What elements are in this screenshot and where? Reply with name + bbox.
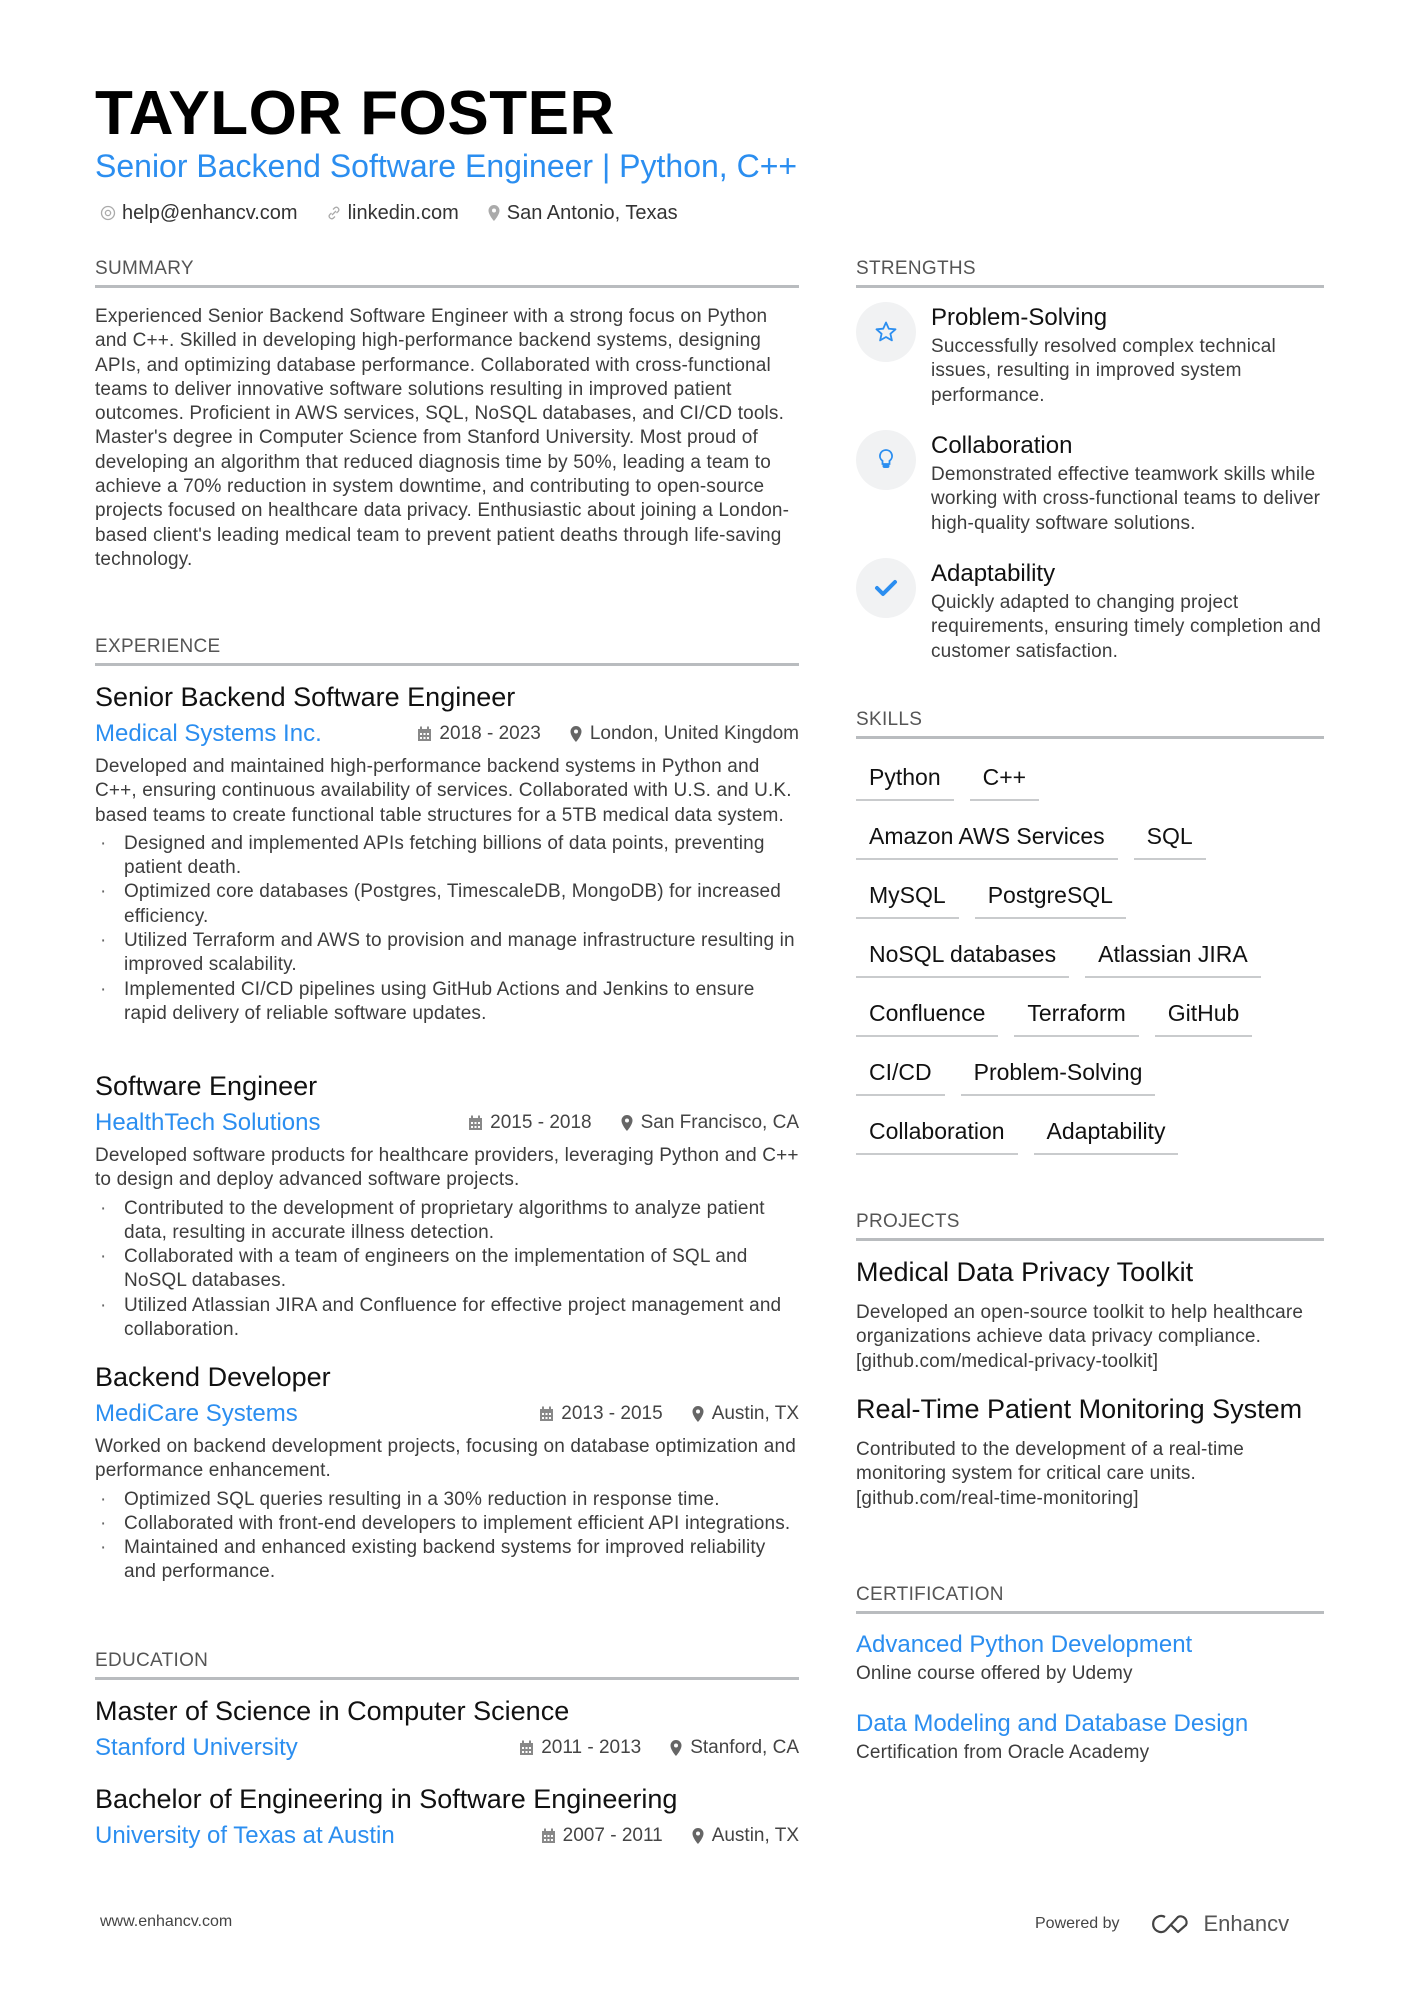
section-divider: [95, 285, 799, 288]
skill-tag: C++: [970, 759, 1039, 801]
section-divider: [95, 1677, 799, 1680]
job-entry: [95, 1068, 799, 1342]
degree-title: Master of Science in Computer Science: [95, 1696, 570, 1726]
education-entry: [95, 1693, 799, 1767]
powered-by-text: Powered by: [1035, 1915, 1120, 1932]
project-item: [856, 1393, 1324, 1511]
strength-icon-circle: [856, 430, 916, 490]
candidate-name: TAYLOR FOSTER: [95, 79, 615, 148]
section-heading: EDUCATION: [95, 1650, 209, 1671]
bullet-item: · Designed and implemented APIs fetching billions of data points, preventing patient death.: [95, 832, 799, 881]
summary-section: [95, 257, 799, 572]
calendar-icon: [519, 1740, 534, 1756]
checkmark-icon: [874, 578, 898, 598]
project-item: [856, 1256, 1324, 1374]
bullet-item: · Maintained and enhanced existing backend systems for improved reliability and performance.: [95, 1536, 799, 1585]
strength-text: Successfully resolved complex technical issues, resulting in improved system performance.: [931, 336, 1276, 406]
link-icon: [326, 205, 342, 221]
certification-item: [856, 1708, 1324, 1765]
project-title: Medical Data Privacy Toolkit: [856, 1257, 1194, 1287]
skills-section: [856, 708, 1324, 739]
job-dates-text: 2013 - 2015: [561, 1403, 663, 1424]
skill-tag: PostgreSQL: [975, 877, 1126, 919]
contact-linkedin[interactable]: [326, 200, 459, 226]
job-entry: [95, 1359, 799, 1585]
job-location-text: London, United Kingdom: [589, 723, 799, 744]
education-location: [691, 1825, 799, 1847]
contact-linkedin-text: linkedin.com: [347, 202, 459, 224]
strength-title: Collaboration: [931, 432, 1073, 459]
bullet-item: · Utilized Terraform and AWS to provision and manage infrastructure resulting in improved scalability.: [95, 929, 799, 978]
strength-item: [856, 430, 1324, 536]
job-location: [691, 1403, 799, 1425]
job-description: Developed and maintained high-performance backend systems in Python and C++, ensuring continuous availability of services. Collaborated with U.S. and U.K. based teams to create functional table structures for a 5TB medical data system.: [95, 756, 792, 826]
education-location-text: Austin, TX: [711, 1825, 799, 1846]
strength-item: [856, 558, 1324, 664]
strength-title: Adaptability: [931, 560, 1056, 587]
bullet-item: · Utilized Atlassian JIRA and Confluence for effective project management and collaboration.: [95, 1294, 799, 1343]
section-heading: STRENGTHS: [856, 258, 976, 279]
company-name[interactable]: MediCare Systems: [95, 1400, 298, 1427]
school-name[interactable]: University of Texas at Austin: [95, 1822, 395, 1849]
skill-tag: Atlassian JIRA: [1085, 936, 1261, 978]
strengths-section: [856, 257, 1324, 288]
certification-item: [856, 1629, 1324, 1686]
skill-tag: NoSQL databases: [856, 936, 1069, 978]
footer-website[interactable]: www.enhancv.com: [100, 1913, 233, 1930]
certification-title[interactable]: Data Modeling and Database Design: [856, 1710, 1249, 1737]
project-text: Developed an open-source toolkit to help healthcare organizations achieve data privacy compliance. [github.com/medical-privacy-toolkit]: [856, 1302, 1304, 1372]
experience-section: [95, 635, 799, 666]
enhancv-logo-icon: [1148, 1912, 1194, 1936]
education-dates: [541, 1825, 663, 1847]
skill-tag: Adaptability: [1034, 1113, 1179, 1155]
bullet-item: · Contributed to the development of proprietary algorithms to analyze patient data, resulting in accurate illness detection.: [95, 1197, 799, 1246]
location-pin-icon: [569, 725, 583, 743]
section-heading: CERTIFICATION: [856, 1584, 1004, 1605]
strength-title: Problem-Solving: [931, 304, 1108, 331]
job-location-text: San Francisco, CA: [640, 1112, 799, 1133]
skill-tag: Collaboration: [856, 1113, 1018, 1155]
education-dates-text: 2011 - 2013: [541, 1737, 642, 1758]
job-entry: [95, 679, 799, 1026]
contact-email[interactable]: [100, 200, 298, 226]
education-location-text: Stanford, CA: [690, 1737, 799, 1758]
footer-powered-by[interactable]: [1035, 1911, 1289, 1937]
company-name[interactable]: Medical Systems Inc.: [95, 720, 322, 747]
job-bullets: [95, 1488, 799, 1585]
job-location-text: Austin, TX: [711, 1403, 799, 1424]
job-bullets: [95, 832, 799, 1026]
bullet-item: · Implemented CI/CD pipelines using GitHub Actions and Jenkins to ensure rapid delivery of reliable software updates.: [95, 978, 799, 1027]
section-divider: [856, 285, 1324, 288]
section-divider: [856, 1238, 1324, 1241]
at-icon: [100, 205, 116, 221]
lightbulb-icon: [876, 448, 896, 472]
job-bullets: [95, 1197, 799, 1343]
calendar-icon: [417, 726, 432, 742]
section-divider: [856, 1611, 1324, 1614]
job-location: [620, 1112, 799, 1134]
job-title: Senior Backend Software Engineer: [95, 682, 516, 712]
calendar-icon: [468, 1115, 483, 1131]
projects-section: [856, 1210, 1324, 1241]
strength-text: Demonstrated effective teamwork skills while working with cross-functional teams to deliver high-quality software solutions.: [931, 464, 1321, 534]
candidate-title: Senior Backend Software Engineer | Python, C++: [95, 148, 798, 184]
location-pin-icon: [487, 204, 501, 222]
bullet-item: · Optimized core databases (Postgres, TimescaleDB, MongoDB) for increased efficiency.: [95, 880, 799, 929]
strength-text: Quickly adapted to changing project requirements, ensuring timely completion and customer satisfaction.: [931, 592, 1321, 662]
skill-tag: GitHub: [1155, 995, 1253, 1037]
bullet-item: · Optimized SQL queries resulting in a 30% reduction in response time.: [95, 1488, 799, 1512]
job-description: Developed software products for healthcare providers, leveraging Python and C++ to design and deploy advanced software projects.: [95, 1145, 799, 1191]
bullet-item: · Collaborated with a team of engineers on the implementation of SQL and NoSQL databases.: [95, 1245, 799, 1294]
degree-title: Bachelor of Engineering in Software Engineering: [95, 1784, 678, 1814]
skill-tag: CI/CD: [856, 1054, 945, 1096]
calendar-icon: [541, 1828, 556, 1844]
summary-text: Experienced Senior Backend Software Engineer with a strong focus on Python and C++. Skilled in developing high-performance backend systems, designing APIs, and optimizing database performance. Collaborated with cross-functional teams to deliver innovative software solutions resulting in improved patient outcomes. Proficient in AWS services, SQL, NoSQL databases, and CI/CD tools. Master's degree in Computer Science from Stanford University. Most proud of developing an algorithm that reduced diagnosis time by 50%, leading a team to achieve a 70% reduction in system downtime, and contributing to open-source projects focused on healthcare data privacy. Enthusiastic about joining a London-based client's leading medical team to prevent patient deaths through life-saving technology.: [95, 306, 790, 570]
job-title: Backend Developer: [95, 1362, 331, 1392]
job-title: Software Engineer: [95, 1071, 318, 1101]
job-location: [569, 723, 799, 745]
certification-text: Online course offered by Udemy: [856, 1663, 1133, 1684]
job-dates: [417, 723, 540, 745]
bullet-item: · Collaborated with front-end developers to implement efficient API integrations.: [95, 1512, 799, 1536]
skill-tag: MySQL: [856, 877, 959, 919]
contact-email-text: help@enhancv.com: [122, 202, 298, 224]
contact-info: [100, 200, 706, 226]
section-heading: SUMMARY: [95, 258, 194, 279]
skill-tag: Terraform: [1014, 995, 1138, 1037]
project-text: Contributed to the development of a real-time monitoring system for critical care units. [github.com/real-time-monitoring]: [856, 1439, 1245, 1509]
strength-icon-circle: [856, 302, 916, 362]
section-divider: [856, 736, 1324, 739]
education-location: [669, 1737, 799, 1759]
enhancv-brand-text: Enhancv: [1203, 1911, 1290, 1936]
skill-tag: Python: [856, 759, 954, 801]
project-title: Real-Time Patient Monitoring System: [856, 1394, 1303, 1424]
education-section: [95, 1649, 799, 1680]
company-name[interactable]: HealthTech Solutions: [95, 1109, 321, 1136]
strength-icon-circle: [856, 558, 916, 618]
star-icon: [874, 320, 898, 344]
section-heading: SKILLS: [856, 709, 923, 730]
job-dates: [468, 1112, 591, 1134]
education-entry: [95, 1781, 799, 1855]
skill-tag: Confluence: [856, 995, 998, 1037]
location-pin-icon: [691, 1827, 705, 1845]
strength-item: [856, 302, 1324, 408]
section-heading: PROJECTS: [856, 1211, 960, 1232]
calendar-icon: [539, 1406, 554, 1422]
certification-text: Certification from Oracle Academy: [856, 1742, 1150, 1763]
education-dates: [519, 1737, 641, 1759]
contact-location: [487, 200, 678, 226]
job-dates-text: 2015 - 2018: [490, 1112, 592, 1133]
skill-tag: Problem-Solving: [961, 1054, 1156, 1096]
job-dates-text: 2018 - 2023: [439, 723, 541, 744]
school-name[interactable]: Stanford University: [95, 1734, 298, 1761]
location-pin-icon: [691, 1405, 705, 1423]
location-pin-icon: [620, 1114, 634, 1132]
section-heading: EXPERIENCE: [95, 636, 221, 657]
education-dates-text: 2007 - 2011: [562, 1825, 663, 1846]
skill-tag: Amazon AWS Services: [856, 818, 1118, 860]
skill-tag: SQL: [1134, 818, 1206, 860]
job-description: Worked on backend development projects, focusing on database optimization and performance enhancement.: [95, 1436, 796, 1482]
skills-tags: [856, 759, 1324, 1172]
section-divider: [95, 663, 799, 666]
job-dates: [539, 1403, 662, 1425]
contact-location-text: San Antonio, Texas: [506, 202, 678, 224]
location-pin-icon: [669, 1739, 683, 1757]
certification-section: [856, 1583, 1324, 1614]
certification-title[interactable]: Advanced Python Development: [856, 1631, 1193, 1658]
